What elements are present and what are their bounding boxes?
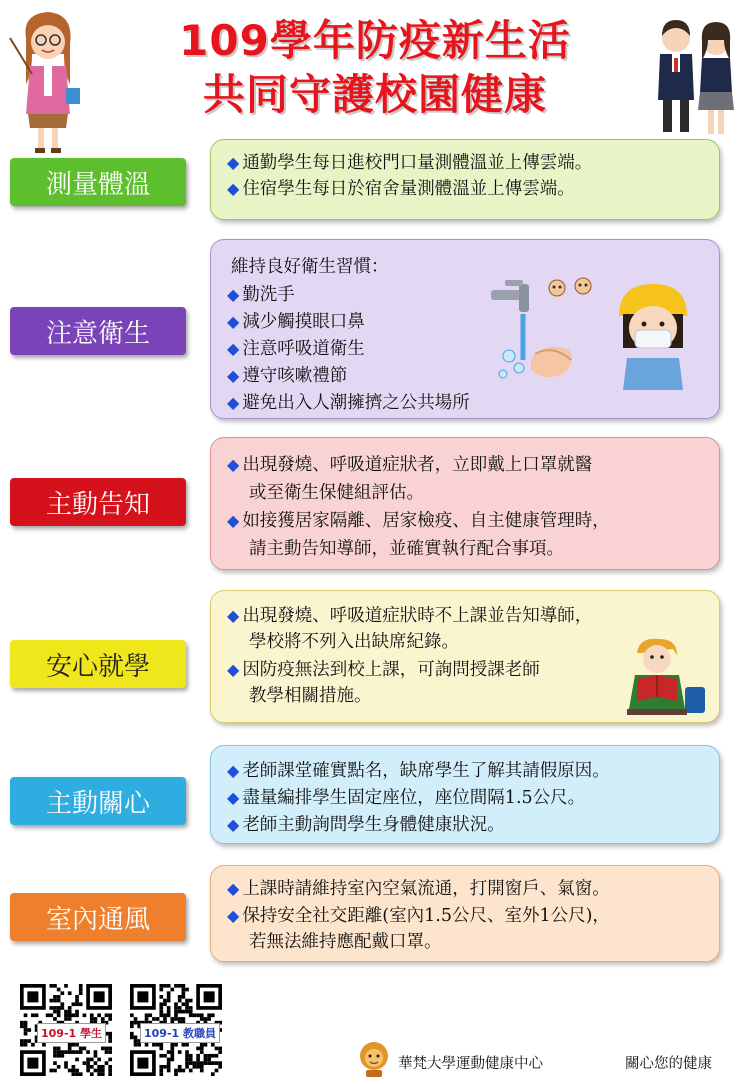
section-panel-report — [210, 437, 720, 570]
diamond-bullet-icon: ◆ — [227, 879, 240, 898]
list-item: ◆ 老師課堂確實點名，缺席學生了解其請假原因。 — [227, 761, 610, 781]
list-item: ◆ 出現發燒、呼吸道症狀時不上課並告知導師， — [227, 606, 593, 626]
diamond-bullet-icon: ◆ — [227, 761, 240, 780]
diamond-bullet-icon: ◆ — [227, 906, 240, 925]
diamond-bullet-icon: ◆ — [227, 511, 240, 530]
diamond-bullet-icon: ◆ — [227, 660, 240, 679]
diamond-bullet-icon: ◆ — [227, 153, 240, 172]
qr-label-staff: 109-1 教職員 — [140, 1023, 220, 1043]
list-item: ◆ 因防疫無法到校上課，可詢問授課老師 — [227, 660, 540, 680]
section-label-ventilation: 室內通風 — [10, 893, 186, 941]
list-item: ◆ 避免出入人潮擁擠之公共場所 — [227, 393, 470, 413]
masked-child-illustration — [611, 278, 695, 390]
footer-org: 華梵大學運動健康中心 — [398, 1056, 543, 1072]
list-item: ◆ 遵守咳嗽禮節 — [227, 366, 348, 386]
diamond-bullet-icon: ◆ — [227, 815, 240, 834]
title-line-2: 共同守護校園健康 — [202, 70, 547, 119]
diamond-bullet-icon: ◆ — [227, 788, 240, 807]
diamond-bullet-icon: ◆ — [227, 606, 240, 625]
section-panel-ventilation — [210, 865, 720, 962]
diamond-bullet-icon: ◆ — [227, 179, 240, 198]
section-panel-study — [210, 590, 720, 723]
list-item: 維持良好衛生習慣： — [231, 257, 389, 277]
handwashing-illustration — [483, 270, 603, 390]
list-item-continued: 請主動告知導師，並確實執行配合事項。 — [249, 539, 564, 559]
section-label-care: 主動關心 — [10, 777, 186, 825]
list-item: ◆ 如接獲居家隔離、居家檢疫、自主健康管理時， — [227, 511, 610, 531]
title-line-1: 109學年防疫新生活 — [179, 16, 571, 65]
reading-child-illustration — [619, 635, 709, 717]
section-panel-care — [210, 745, 720, 844]
diamond-bullet-icon: ◆ — [227, 285, 240, 304]
diamond-bullet-icon: ◆ — [227, 366, 240, 385]
diamond-bullet-icon: ◆ — [227, 393, 240, 412]
list-item-continued: 教學相關措施。 — [249, 686, 372, 706]
list-item-continued: 學校將不列入出缺席紀錄。 — [249, 632, 459, 652]
diamond-bullet-icon: ◆ — [227, 455, 240, 474]
list-item-continued: 若無法維持應配戴口罩。 — [249, 932, 442, 952]
list-item: ◆ 上課時請維持室內空氣流通，打開窗戶、氣窗。 — [227, 879, 610, 899]
section-label-study: 安心就學 — [10, 640, 186, 688]
list-item: ◆ 通勤學生每日進校門口量測體溫並上傳雲端。 — [227, 153, 593, 173]
section-panel-temperature — [210, 139, 720, 220]
footer-slogan: 關心您的健康 — [625, 1056, 712, 1072]
qr-label-students: 109-1 學生 — [37, 1023, 106, 1043]
list-item-continued: 或至衛生保健組評估。 — [249, 483, 424, 503]
list-item: ◆ 盡量編排學生固定座位，座位間隔1.5公尺。 — [227, 788, 586, 808]
section-label-temperature: 測量體溫 — [10, 158, 186, 206]
diamond-bullet-icon: ◆ — [227, 339, 240, 358]
list-item: ◆ 出現發燒、呼吸道症狀者，立即戴上口罩就醫 — [227, 455, 593, 475]
list-item: ◆ 勤洗手 — [227, 285, 295, 305]
list-item: ◆ 減少觸摸眼口鼻 — [227, 312, 365, 332]
list-item: ◆ 住宿學生每日於宿舍量測體溫並上傳雲端。 — [227, 179, 575, 199]
list-item: ◆ 老師主動詢問學生身體健康狀況。 — [227, 815, 505, 835]
section-panel-hygiene — [210, 239, 720, 419]
lion-mascot-logo — [358, 1040, 390, 1078]
section-label-report: 主動告知 — [10, 478, 186, 526]
diamond-bullet-icon: ◆ — [227, 312, 240, 331]
section-label-hygiene: 注意衛生 — [10, 307, 186, 355]
list-item: ◆ 注意呼吸道衛生 — [227, 339, 365, 359]
list-item: ◆ 保持安全社交距離(室內1.5公尺、室外1公尺)， — [227, 906, 610, 926]
